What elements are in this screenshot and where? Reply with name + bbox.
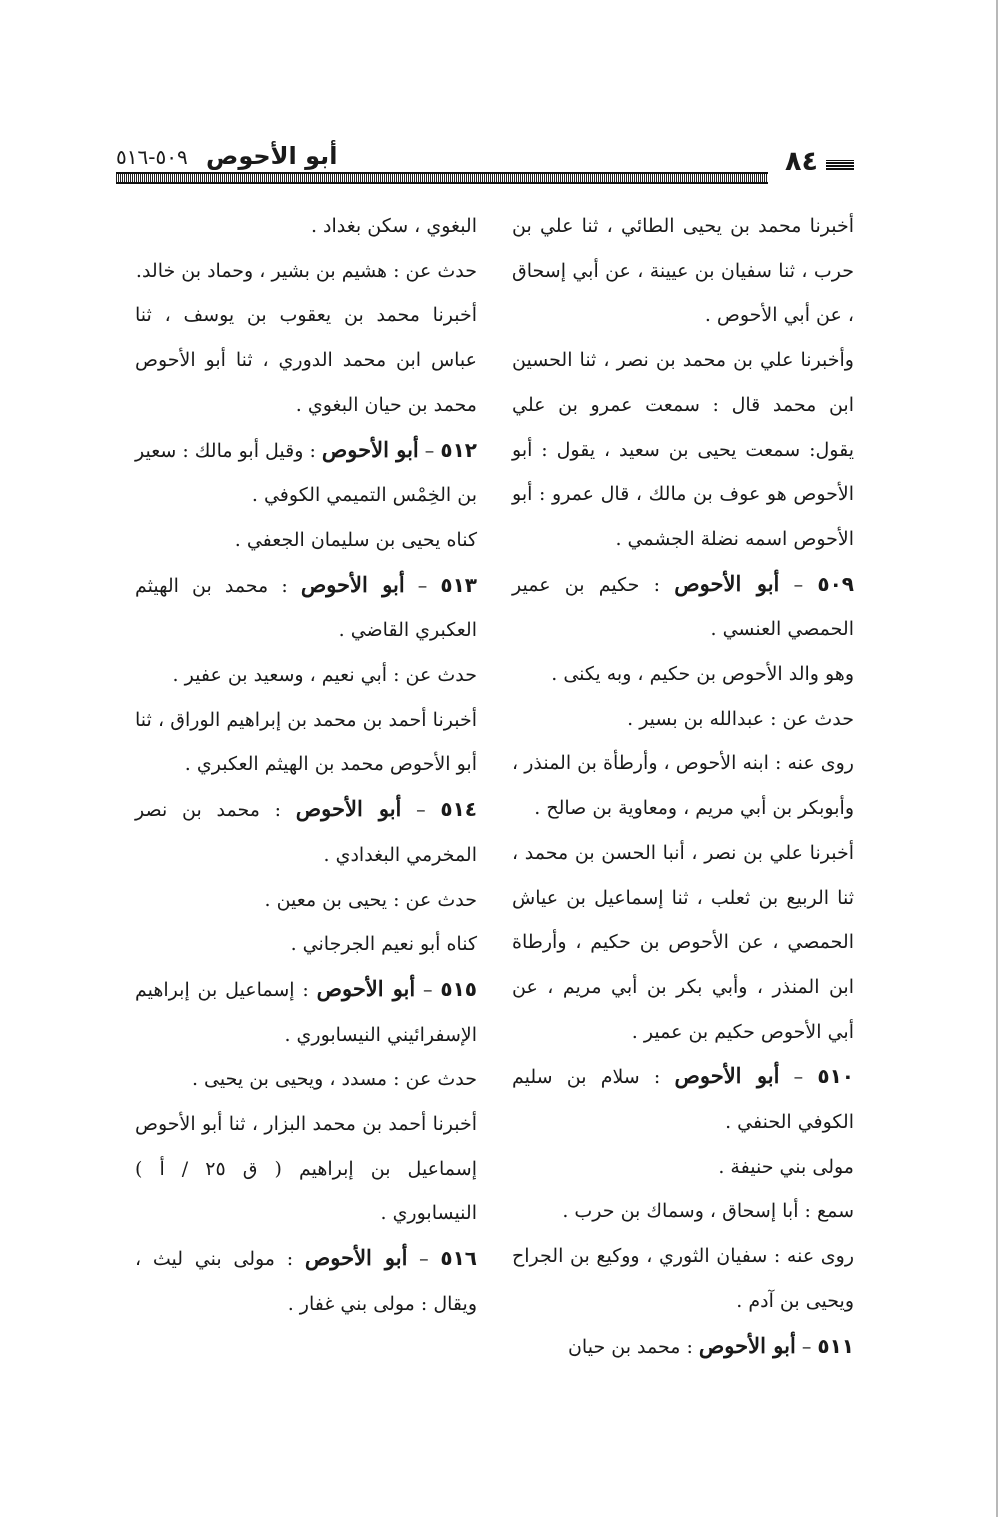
- entry-number: ٥٠٩: [817, 571, 854, 596]
- biography-entry: ٥١٦ – أبو الأحوص : مولى بني ليث ، ويقال : مولى بني غفار .: [135, 1245, 477, 1315]
- body-paragraph: أخبرنا أحمد بن محمد البزار ، ثنا أبو الأحوص إسماعيل بن إبراهيم ( ق ٢٥ / أ ) النيسابوري .: [135, 1113, 477, 1225]
- entry-text: إسماعيل بن إبراهيم الإسفرائيني النيسابوري .: [135, 978, 477, 1046]
- page-number: ٨٤: [785, 146, 818, 177]
- right-text-column: [512, 204, 854, 1369]
- body-paragraph: أخبرنا أحمد بن محمد بن إبراهيم الوراق ، ثنا أبو الأحوص محمد بن الهيثم العكبري .: [135, 708, 477, 776]
- header-ornament: [826, 160, 854, 170]
- entry-text: وقيل أبو مالك : سعير بن الخِمْس التميمي الكوفي .: [135, 439, 477, 507]
- entry-number: ٥١٦: [440, 1246, 477, 1271]
- header-rule: [116, 172, 768, 184]
- biography-entry: ٥١٠ – أبو الأحوص : سلام بن سليم الكوفي الحنفي .: [512, 1063, 854, 1134]
- body-paragraph: وأخبرنا علي بن محمد بن نصر ، ثنا الحسين ابن محمد قال : سمعت عمرو بن علي يقول: سمعت يحيى بن سعيد ، يقول : أبو الأحوص هو عوف بن مالك ، قال عمرو : أبو الأحوص اسمه نضلة الجشمي .: [512, 349, 854, 550]
- page-header: [116, 136, 854, 186]
- entry-kunya: أبو الأحوص: [300, 571, 405, 597]
- entry-text: محمد بن نصر المخرمي البغدادي .: [135, 799, 477, 866]
- body-paragraph: حدث عن : عبدالله بن بسير .: [627, 707, 854, 730]
- entry-number: ٥١٥: [440, 976, 477, 1001]
- entry-kunya: أبو الأحوص: [304, 1245, 408, 1271]
- entry-number: ٥١٠: [817, 1064, 854, 1089]
- body-paragraph: أخبرنا محمد بن يعقوب بن يوسف ، ثنا عباس ابن محمد الدوري ، ثنا أبو الأحوص محمد بن حيان البغوي .: [135, 304, 477, 416]
- biography-entry: ٥١٣ – أبو الأحوص : محمد بن الهيثم العكبري القاضي .: [135, 571, 477, 642]
- body-paragraph: مولى بني حنيفة .: [718, 1155, 854, 1178]
- entry-text: حكيم بن عمير الحمصي العنسي .: [512, 573, 854, 641]
- running-title-range: ٥٠٩-٥١٦: [116, 145, 188, 169]
- body-paragraph: كناه يحيى بن سليمان الجعفي .: [234, 528, 477, 551]
- biography-entry: ٥١٢ – أبو الأحوص : وقيل أبو مالك : سعير بن الخِمْس التميمي الكوفي .: [135, 436, 477, 507]
- entry-kunya: أبو الأحوص: [321, 436, 419, 462]
- page-edge-line: [996, 0, 998, 1517]
- body-paragraph: أخبرنا علي بن نصر ، أنبا الحسن بن محمد ، ثنا الربيع بن ثعلب ، ثنا إسماعيل بن عياش الحمصي ، عن الأحوص بن حكيم ، وأرطاة ابن المنذر ، وأبي بكر بن أبي مريم ، عن أبي الأحوص حكيم بن عمير .: [512, 841, 854, 1043]
- entry-text: محمد بن الهيثم العكبري القاضي .: [135, 574, 477, 642]
- body-paragraph: روى عنه : ابنه الأحوص ، وأرطأة بن المنذر ، وأبوبكر بن أبي مريم ، ومعاوية بن صالح .: [512, 752, 854, 820]
- body-paragraph: حدث عن : يحيى بن معين .: [264, 888, 477, 911]
- entry-number: ٥١٣: [440, 572, 477, 597]
- entry-text: سلام بن سليم الكوفي الحنفي .: [512, 1066, 854, 1134]
- body-paragraph: حدث عن : هشيم بن بشير ، وحماد بن خالد.: [135, 259, 477, 282]
- body-paragraph: حدث عن : أبي نعيم ، وسعيد بن عفير .: [172, 664, 477, 687]
- body-paragraph: أخبرنا محمد بن يحيى الطائي ، ثنا علي بن حرب ، ثنا سفيان بن عيينة ، عن أبي إسحاق ، عن أبي الأحوص .: [512, 215, 854, 327]
- body-paragraph: البغوي ، سكن بغداد .: [310, 215, 477, 237]
- body-paragraph: كناه أبو نعيم الجرجاني .: [290, 933, 477, 956]
- body-paragraph: حدث عن : مسدد ، ويحيى بن يحيى .: [191, 1068, 477, 1091]
- running-title: [116, 142, 337, 170]
- entry-text: مولى بني ليث ، ويقال : مولى بني غفار .: [135, 1248, 477, 1315]
- entry-number: ٥١٤: [440, 797, 477, 822]
- entry-kunya: أبو الأحوص: [316, 975, 416, 1001]
- biography-entry: ٥١٤ – أبو الأحوص : محمد بن نصر المخرمي البغدادي .: [135, 796, 477, 866]
- body-paragraph: سمع : أبا إسحاق ، وسماك بن حرب .: [562, 1200, 854, 1223]
- entry-text: محمد بن حيان: [567, 1335, 681, 1358]
- left-text-column: [135, 204, 477, 1327]
- body-paragraph: وهو والد الأحوص بن حكيم ، وبه يكنى .: [551, 663, 854, 686]
- entry-kunya: أبو الأحوص: [674, 1063, 780, 1089]
- body-paragraph: روى عنه : سفيان الثوري ، ووكيع بن الجراح ويحيى بن آدم .: [512, 1245, 854, 1312]
- entry-number: ٥١٢: [440, 437, 477, 462]
- entry-kunya: أبو الأحوص: [698, 1332, 796, 1358]
- biography-entry: ٥١١ – أبو الأحوص : محمد بن حيان: [567, 1332, 854, 1358]
- biography-entry: ٥١٥ – أبو الأحوص : إسماعيل بن إبراهيم الإسفرائيني النيسابوري .: [135, 975, 477, 1046]
- entry-kunya: أبو الأحوص: [674, 570, 780, 596]
- biography-entry: ٥٠٩ – أبو الأحوص : حكيم بن عمير الحمصي العنسي .: [512, 570, 854, 641]
- entry-number: ٥١١: [817, 1333, 854, 1358]
- entry-kunya: أبو الأحوص: [295, 796, 402, 822]
- running-title-text: أبو الأحوص: [206, 142, 338, 170]
